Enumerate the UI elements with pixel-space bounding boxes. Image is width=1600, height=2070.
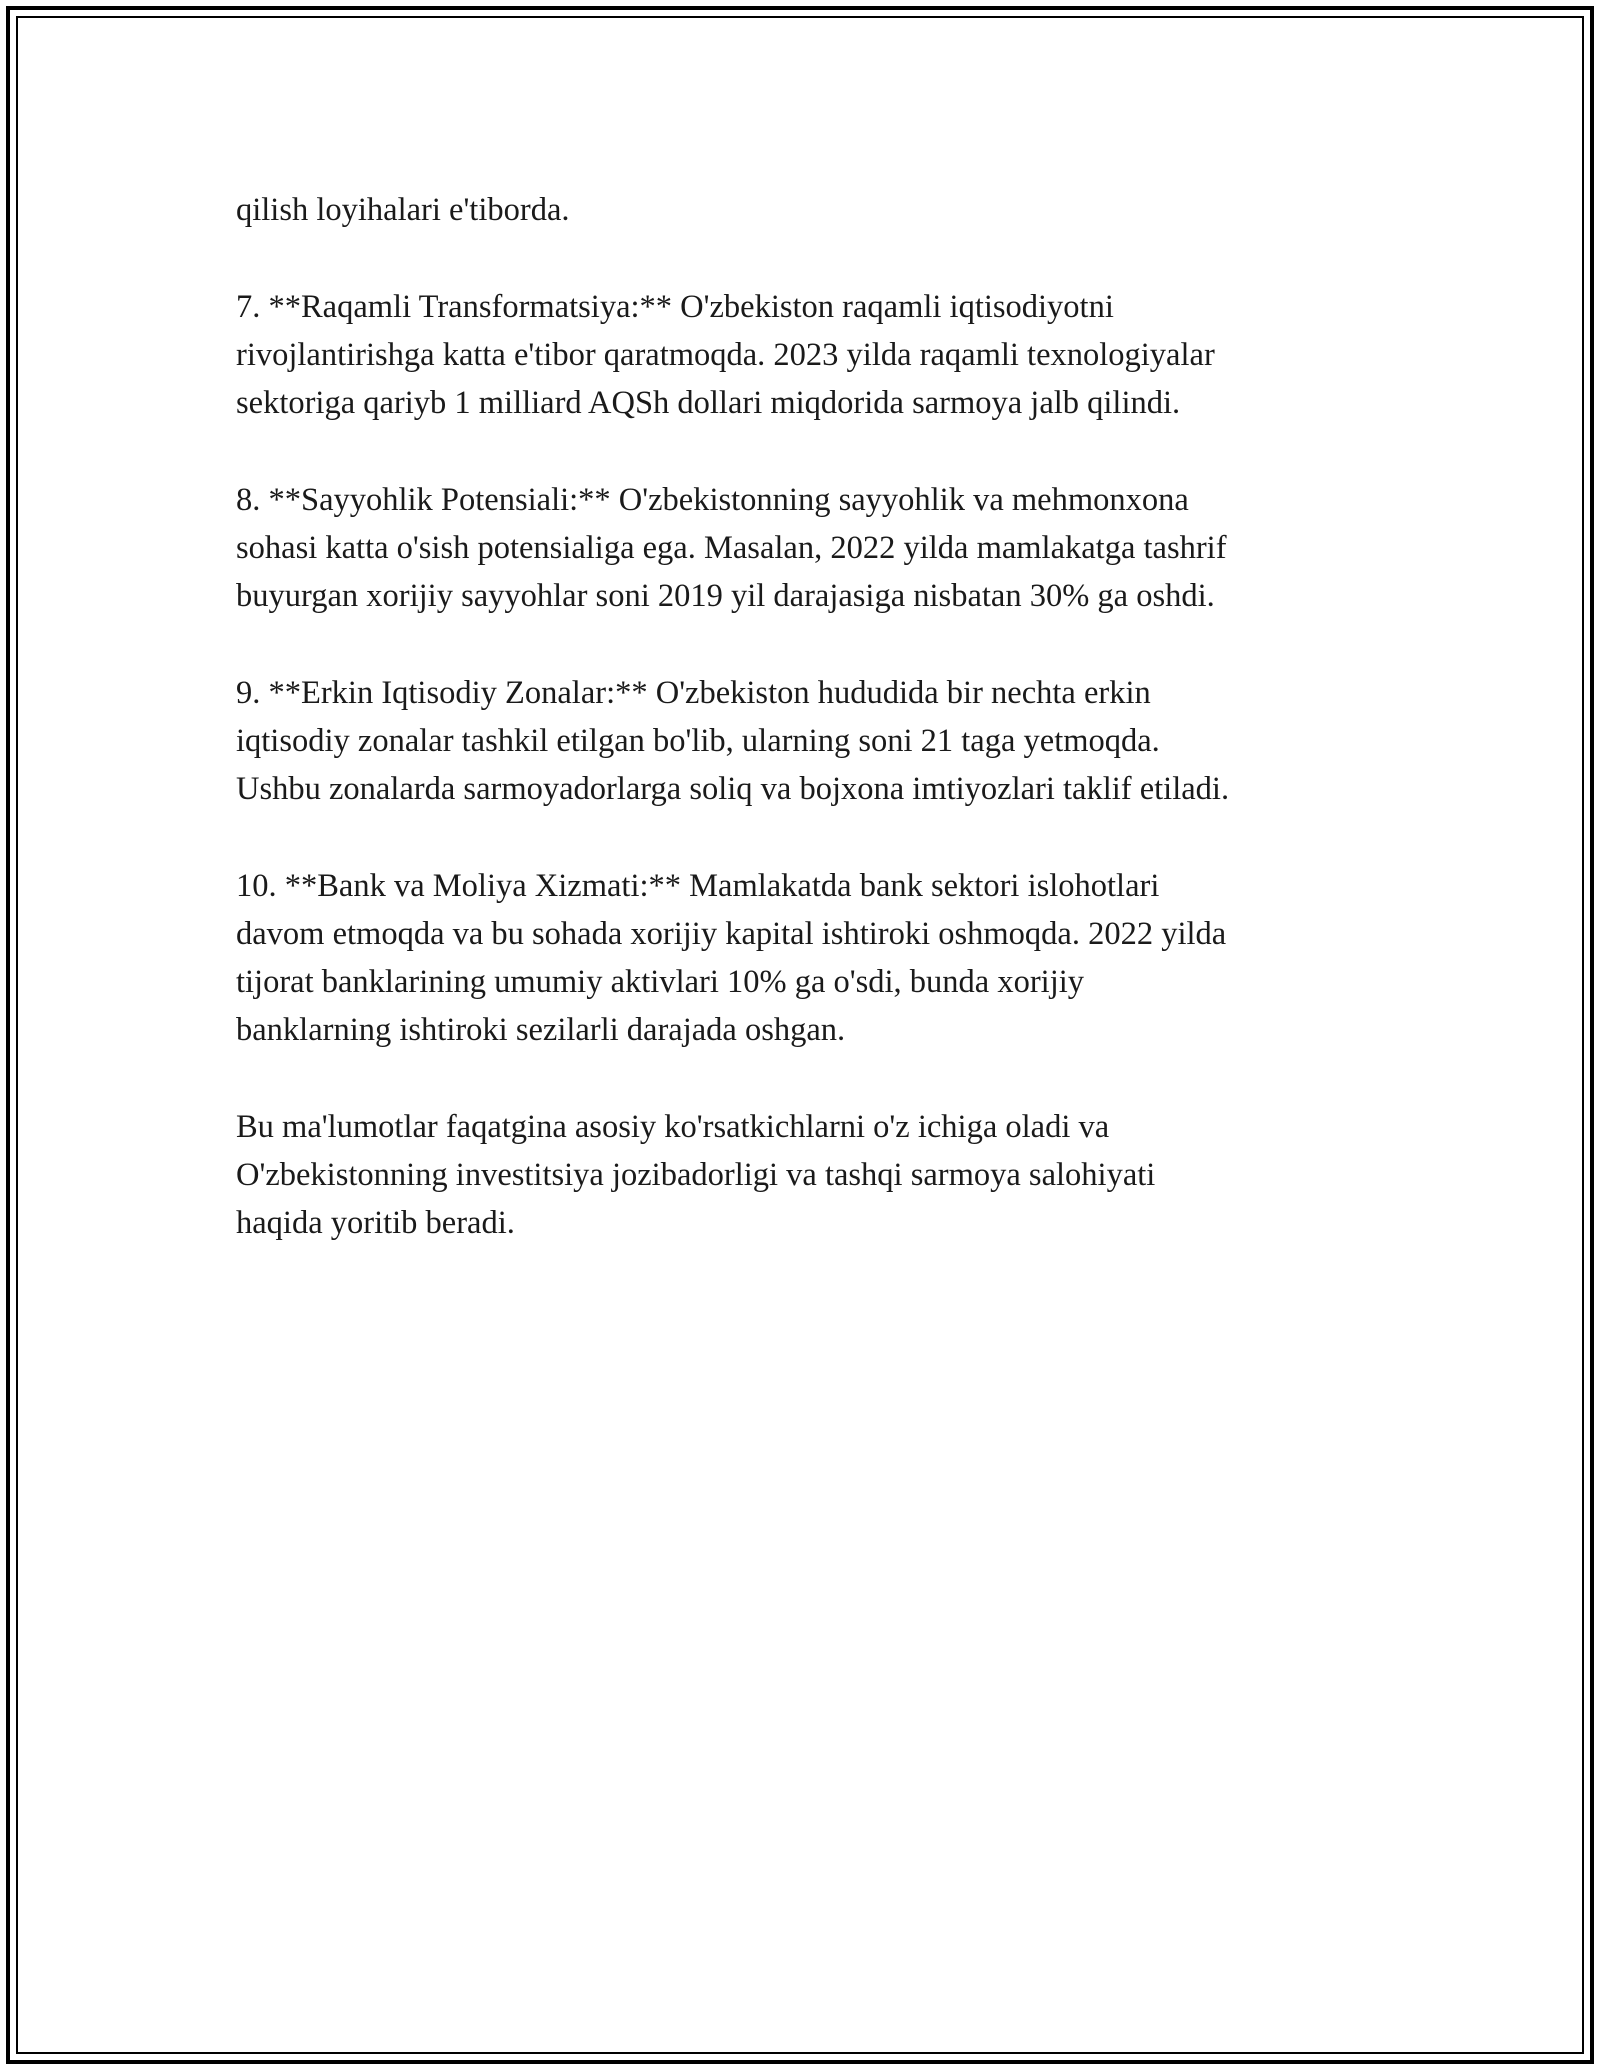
text-line: sektoriga qariyb 1 milliard AQSh dollari miqdorida sarmoya jalb qilindi. xyxy=(236,385,1181,421)
paragraph-item-10-banking xyxy=(236,862,1376,1054)
text-line: buyurgan xorijiy sayyohlar soni 2019 yil darajasiga nisbatan 30% ga oshdi. xyxy=(236,578,1215,614)
paragraph-item-7-digital-transformation xyxy=(236,283,1376,427)
text-line: 9. **Erkin Iqtisodiy Zonalar:** O'zbekiston hududida bir nechta erkin xyxy=(236,675,1151,711)
document-body xyxy=(236,186,1376,1296)
paragraph-continuation xyxy=(236,186,1376,234)
paragraph-conclusion xyxy=(236,1103,1376,1247)
text-line: O'zbekistonning investitsiya jozibadorligi va tashqi sarmoya salohiyati xyxy=(236,1157,1156,1193)
paragraph-item-9-free-economic-zones xyxy=(236,669,1376,813)
text-line: Ushbu zonalarda sarmoyadorlarga soliq va bojxona imtiyozlari taklif etiladi. xyxy=(236,771,1230,807)
text-line: Bu ma'lumotlar faqatgina asosiy ko'rsatkichlarni o'z ichiga oladi va xyxy=(236,1109,1110,1145)
text-line: tijorat banklarining umumiy aktivlari 10% ga o'sdi, bunda xorijiy xyxy=(236,964,1084,1000)
text-line: 10. **Bank va Moliya Xizmati:** Mamlakatda bank sektori islohotlari xyxy=(236,868,1160,904)
text-line: 8. **Sayyohlik Potensiali:** O'zbekistonning sayyohlik va mehmonxona xyxy=(236,482,1189,518)
text-line: banklarning ishtiroki sezilarli darajada oshgan. xyxy=(236,1012,846,1048)
text-line: rivojlantirishga katta e'tibor qaratmoqda. 2023 yilda raqamli texnologiyalar xyxy=(236,337,1215,373)
text-line: iqtisodiy zonalar tashkil etilgan bo'lib, ularning soni 21 taga yetmoqda. xyxy=(236,723,1160,759)
paragraph-item-8-tourism xyxy=(236,476,1376,620)
text-line: sohasi katta o'sish potensialiga ega. Masalan, 2022 yilda mamlakatga tashrif xyxy=(236,530,1227,566)
text-line: haqida yoritib beradi. xyxy=(236,1205,515,1241)
text-line: qilish loyihalari e'tiborda. xyxy=(236,192,570,228)
text-line: davom etmoqda va bu sohada xorijiy kapital ishtiroki oshmoqda. 2022 yilda xyxy=(236,916,1227,952)
text-line: 7. **Raqamli Transformatsiya:** O'zbekiston raqamli iqtisodiyotni xyxy=(236,289,1114,325)
